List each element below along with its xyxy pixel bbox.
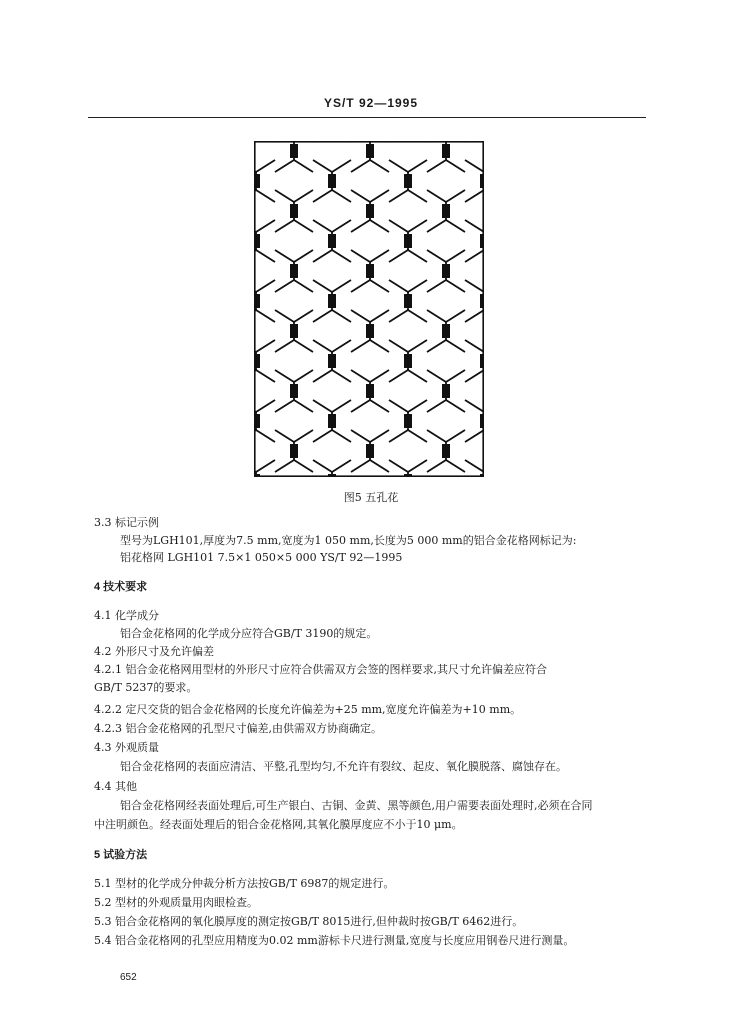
figure-hexagon-mesh xyxy=(254,141,484,481)
clause-5-2-text: 5.2 型材的外观质量用肉眼检查。 xyxy=(94,896,258,909)
header-rule xyxy=(88,117,646,118)
clause-4-2-1-continuation: GB/T 5237的要求。 xyxy=(94,681,198,694)
figure-caption: 图5 五孔花 xyxy=(343,491,399,504)
page-number: 652 xyxy=(120,972,137,983)
clause-4-2-3-text: 4.2.3 铝合金花格网的孔型尺寸偏差,由供需双方协商确定。 xyxy=(94,722,382,735)
figure-frame xyxy=(255,142,483,476)
clause-4-2-1-text: 4.2.1 铝合金花格网用型材的外形尺寸应符合供需双方会签的图样要求,其尺寸允许偏差应符合 xyxy=(94,663,547,676)
clause-5-1-text: 5.1 型材的化学成分仲裁分析方法按GB/T 6987的规定进行。 xyxy=(94,877,395,890)
section-4-heading: 4 技术要求 xyxy=(94,581,148,593)
standard-code-header: YS/T 92—1995 xyxy=(323,96,419,110)
hexagonal-mesh-pattern-icon xyxy=(254,141,484,477)
clause-4-4-heading: 4.4 其他 xyxy=(94,780,137,793)
clause-4-4-text: 铝合金花格网经表面处理后,可生产银白、古铜、金黄、黑等颜色,用户需要表面处理时,必须在合同 xyxy=(120,799,593,812)
section-5-heading: 5 试验方法 xyxy=(94,849,148,861)
clause-4-3-text: 铝合金花格网的表面应清洁、平整,孔型均匀,不允许有裂纹、起皮、氧化膜脱落、腐蚀存在。 xyxy=(120,760,567,773)
clause-3-3-heading: 3.3 标记示例 xyxy=(94,516,159,529)
clause-3-3-example: 铝花格网 LGH101 7.5×1 050×5 000 YS/T 92—1995 xyxy=(120,551,403,564)
clause-4-3-heading: 4.3 外观质量 xyxy=(94,741,159,754)
clause-3-3-text: 型号为LGH101,厚度为7.5 mm,宽度为1 050 mm,长度为5 000 mm的铝合金花格网标记为: xyxy=(120,534,577,547)
clause-4-2-heading: 4.2 外形尺寸及允许偏差 xyxy=(94,645,214,658)
clause-4-2-2-text: 4.2.2 定尺交货的铝合金花格网的长度允许偏差为+25 mm,宽度允许偏差为+10 mm。 xyxy=(94,703,522,716)
clause-4-1-text: 铝合金花格网的化学成分应符合GB/T 3190的规定。 xyxy=(120,627,378,640)
clause-4-4-continuation: 中注明颜色。经表面处理后的铝合金花格网,其氧化膜厚度应不小于10 μm。 xyxy=(94,818,463,831)
clause-4-1-heading: 4.1 化学成分 xyxy=(94,609,159,622)
clause-5-4-text: 5.4 铝合金花格网的孔型应用精度为0.02 mm游标卡尺进行测量,宽度与长度应用钢卷尺进行测量。 xyxy=(94,934,575,947)
clause-5-3-text: 5.3 铝合金花格网的氧化膜厚度的测定按GB/T 8015进行,但仲裁时按GB/T 6462进行。 xyxy=(94,915,524,928)
